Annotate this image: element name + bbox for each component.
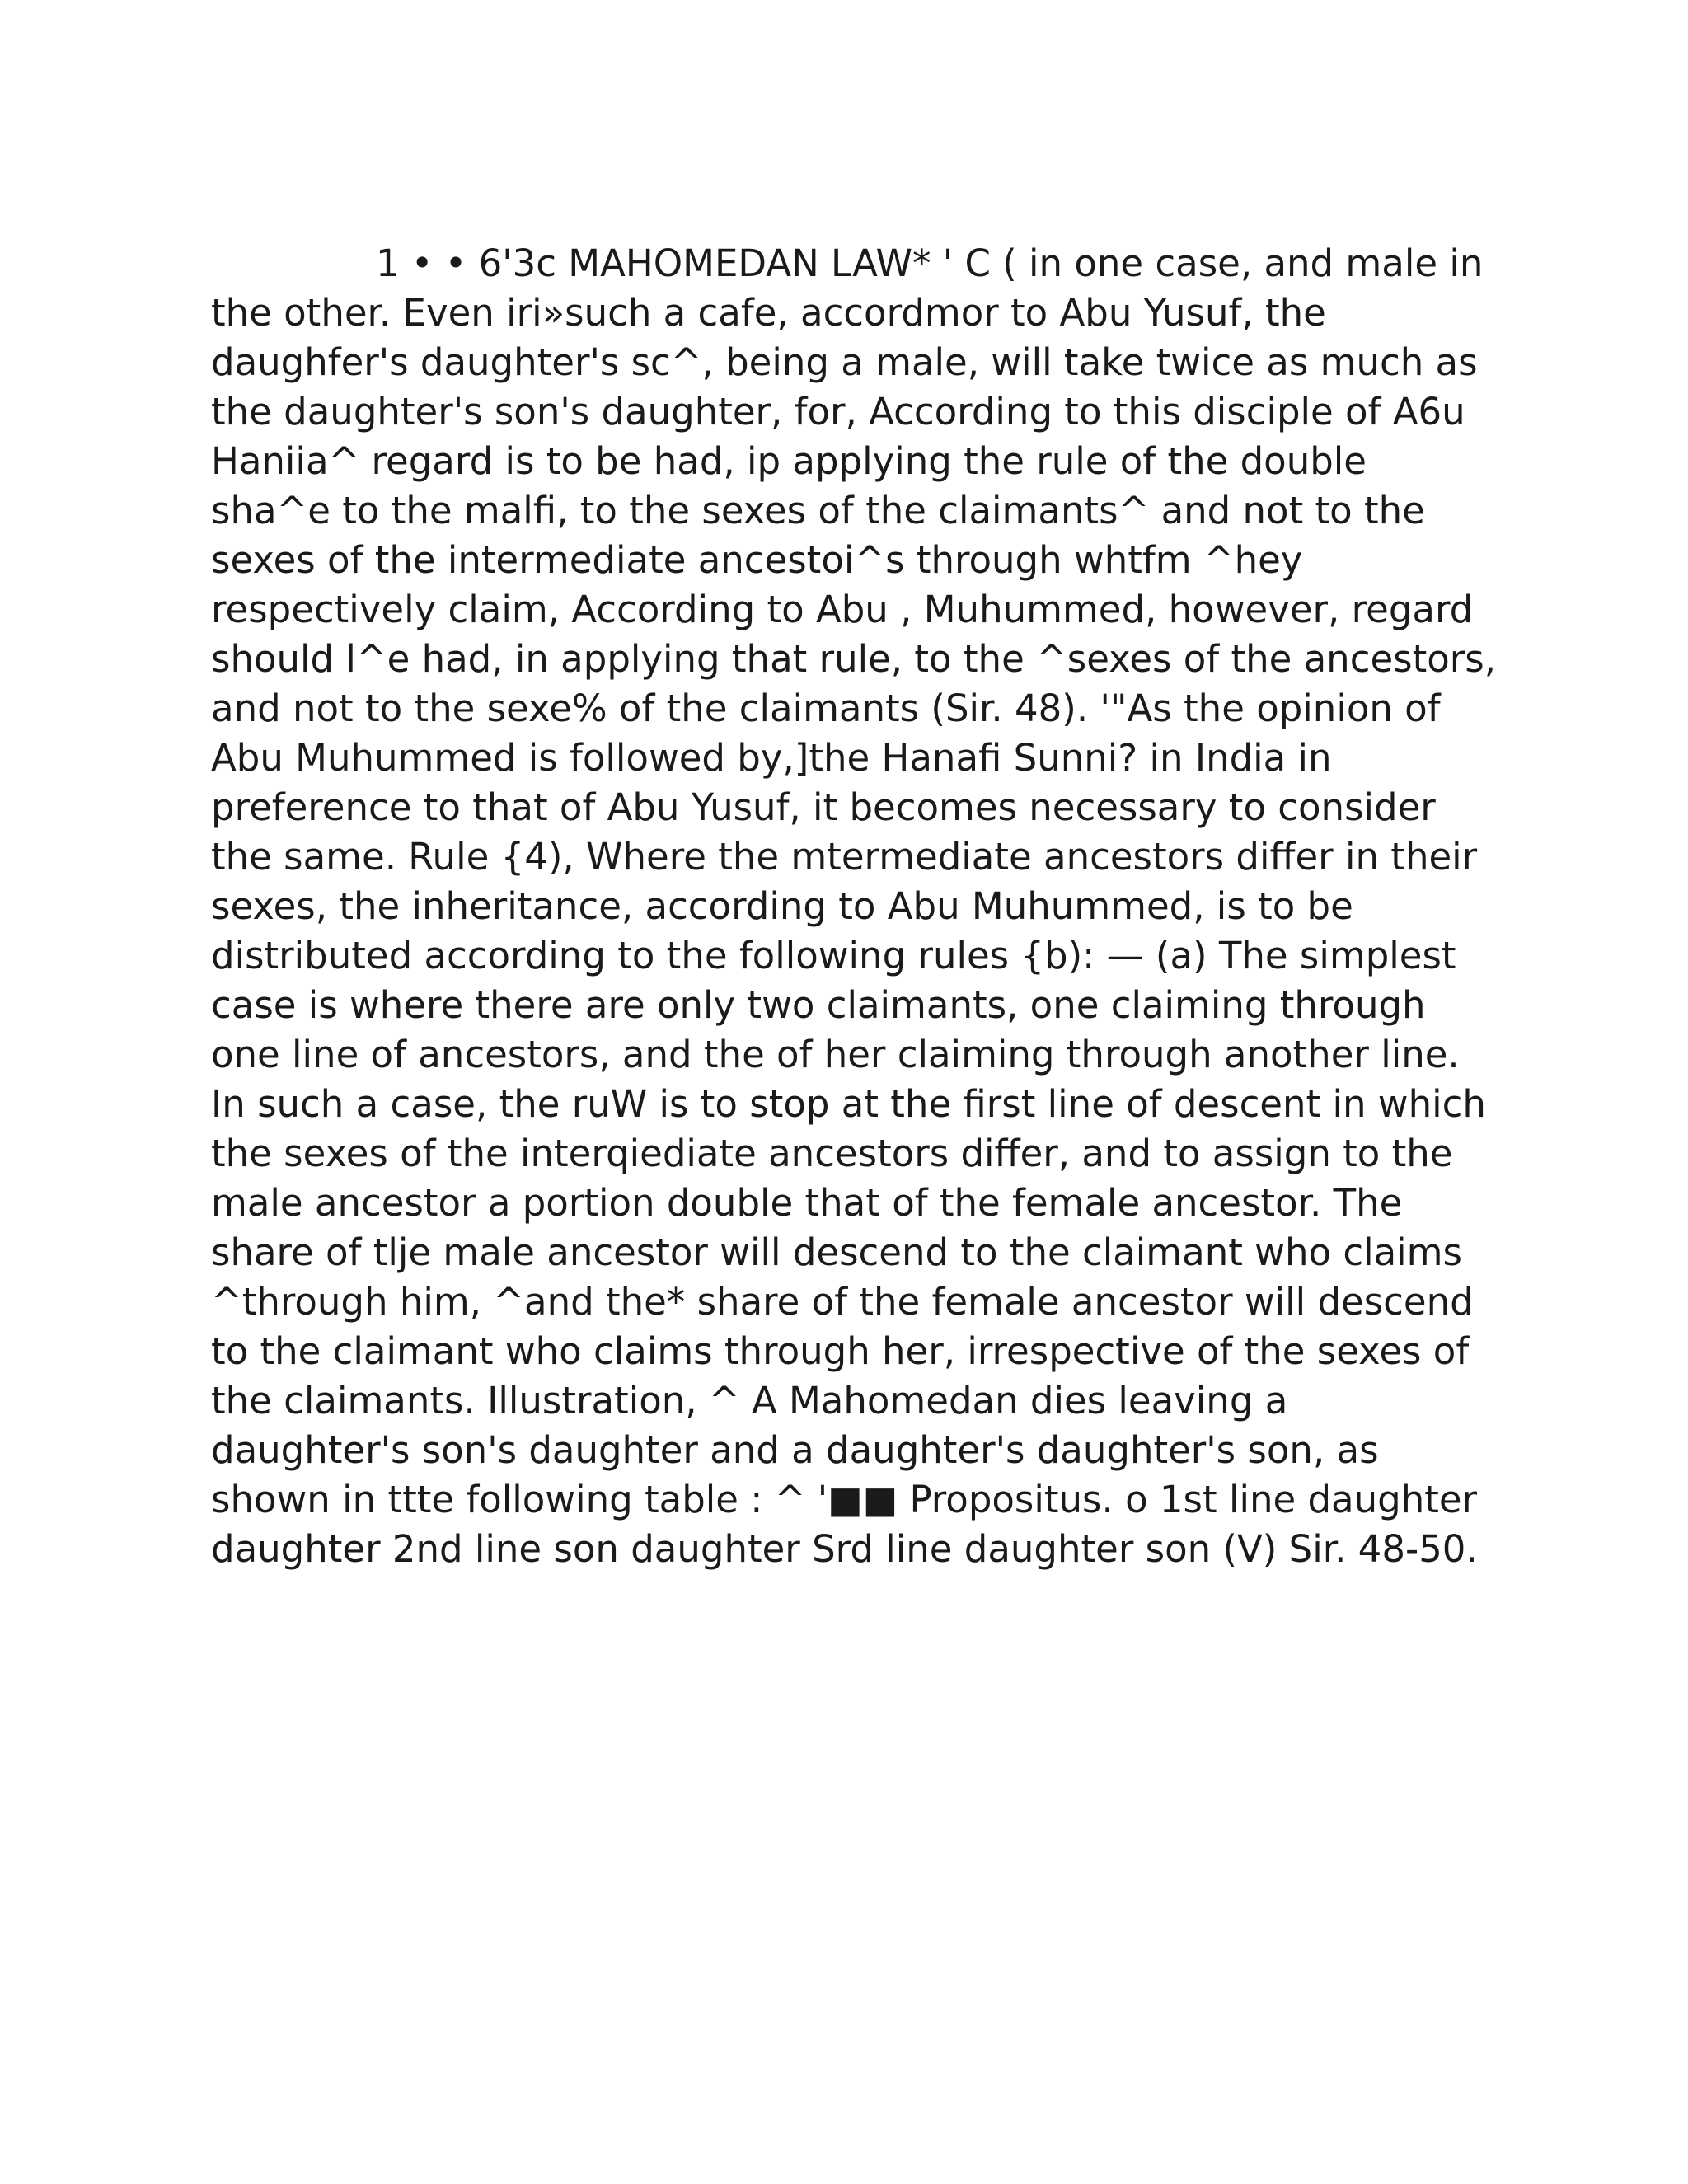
document-body-text: 1 • • 6'3c MAHOMEDAN LAW* ' C ( in one case, and male in the other. Even iri»such a cafe, accordmor to Abu Yusuf, the daughfer's daughter's sc^, being a male, will take twice as much as the daughter's son's daughter, for, According to this disciple of A6u Haniia^ regard is to be had, ip applying the rule of the double sha^e to the malfi, to the sexes of the claimants^ and not to the sexes of the intermediate ancestoi^s through whtfm ^hey respectively claim, According to Abu , Muhummed, however, regard should l^e had, in applying that rule, to the ^sexes of the ancestors, and not to the sexe% of the claimants (Sir. 48). '"As the opinion of Abu Muhummed is followed by,]the Hanafi Sunni? in India in preference to that of Abu Yusuf, it becomes necessary to consider the same. Rule {4), Where the mtermediate ancestors differ in their sexes, the inheritance, according to Abu Muhummed, is to be distributed according to the following rules {b): — (a) The simplest case is where there are only two claimants, one claiming through one line of ancestors, and the of her claiming through another line. In such a case, the ruW is to stop at the first line of descent in which the sexes of the interqiediate ancestors differ, and to assign to the male ancestor a portion double that of the female ancestor. The share of tlje male ancestor will descend to the claimant who claims ^through him, ^and the* share of the female ancestor will descend to the claimant who claims through her, irrespective of the sexes of the claimants. Illustration, ^ A Mahomedan dies leaving a daughter's son's daughter and a daughter's daughter's son, as shown in ttte following table : ^ '■■ Propositus. o 1st line daughter daughter 2nd line son daughter Srd line daughter son (V) Sir. 48-50. (211, 241, 1497, 1571)
